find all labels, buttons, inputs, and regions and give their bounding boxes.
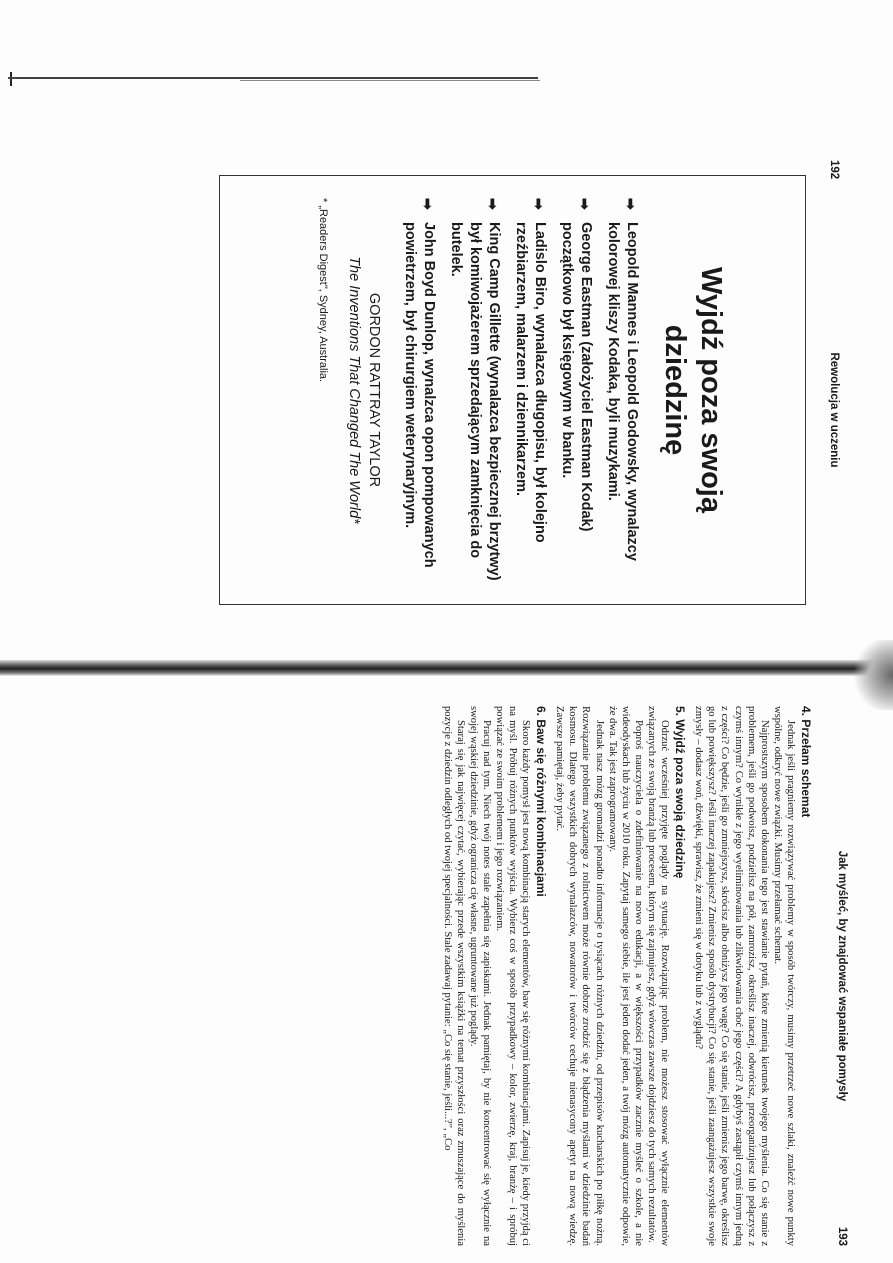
paragraph: Jednak jeśli pragniemy rozwiązywać problemy w sposób twórczy, musimy przetrzeć nowe szlaki, znaleźć nowe punkty wspólne, odkryć nowe związki. Musimy przełamać schemat. [771, 706, 796, 1246]
box-title: Wyjdź poza swoją dziedzinę [659, 266, 727, 513]
list-item [446, 198, 503, 590]
running-head-title: Jak myśleć, by znajdować wspaniałe pomysły [836, 850, 848, 1102]
arrow-bullet-icon: ➡ [577, 198, 593, 210]
paragraph: Staraj się jak najwięcej czytać, wybierając przede wszystkim książki na temat przyszłości oraz zmuszające do myślenia pozycje z dziedzin odległych od twojej specjalności. Stale zadawaj pytanie: „Co się stanie, jeśli...?", „Co [441, 706, 466, 1246]
body-text [440, 706, 818, 1246]
page-193 [63, 706, 848, 1246]
book-title: The Inventions That Changed The World* [346, 256, 362, 524]
book-spine-corner [853, 640, 893, 710]
scan-tick-mark [10, 72, 12, 86]
section-heading: 6. Baw się różnymi kombinacjami [534, 706, 549, 897]
section-heading: 4. Przełam schemat [799, 706, 813, 818]
list-item-text: King Camp Gillette (wynalazca bezpiecznej brzytwy) był komiwojażerem sprzedającym zamknięcia do butelek. [448, 222, 502, 581]
arrow-bullet-icon: ➡ [420, 198, 436, 210]
inventor-list [400, 198, 641, 590]
page-number: 193 [836, 1226, 848, 1246]
list-item-text: Ladislo Biro, wynalazca długopisu, był kolejno rzeźbiarzem, malarzem i dziennikarzem. [513, 222, 548, 543]
paragraph: Skoro każdy pomysł jest nową kombinacją starych elementów, baw się różnymi kombinacjami. Zapisuj je, kiedy przyjdą ci na myśl. Próbuj różnych punktów wyjścia. Wybierz coś w sposób przypadkowy – kolor, zwierzę, kraj, branżę – i spróbuj powiązać ze swoim problemem i jego rozwiązaniem. [493, 706, 532, 1246]
author-name: GORDON RATTRAY TAYLOR [366, 292, 382, 488]
list-item [603, 198, 641, 590]
running-head-title: Rewolucja w uczeniu [828, 352, 840, 468]
book-spine-shadow [0, 660, 893, 676]
page-192 [160, 160, 840, 660]
scan-top-rule [8, 77, 538, 79]
arrow-bullet-icon: ➡ [485, 198, 501, 210]
list-item-text: John Boyd Dunlop, wynalzca opon pompowanych powietrzem, był chirurgiem weterynaryjnym. [402, 222, 437, 568]
paragraph: Pracuj nad tym. Niech twój notes stale zapełnia się zapiskami. Jednak pamiętaj, by nie koncentrować się wyłącznie na swojej wąskiej dziedzinie, gdyż ogranicza cię własne, ugruntowane już poglądy. [467, 706, 492, 1246]
footnote: * „Readers Digest", Sydney, Australia. [317, 198, 329, 383]
paragraph: Najprostszym sposobem dokonania tego jest stawianie pytań, które zmienią kierunek twojego myślenia. Co się stanie z problemem, jeśli go podwoisz, podzielisz na pół, zamrozisz, określisz inaczej, odwrócisz, przeorganizujesz lub połączysz z czymś innym? Co wynikłe z jego wyeliminowania lub zlikwidowania choć jego części? A gdybyś zastąpił czymś innym jedną z części? Co będzie, jeśli go zmniejszysz, skrócisz albo obniżysz jego wagę? Co się stanie, jeśli zmienisz jego barwę, określisz go lub powiększysz? Jeśli inaczej zapakujesz? Zmienisz sposób dystrybucji? Co się stanie, jeśli zaangażujesz wszystkie swoje zmysły – dodasz woń, dźwięki, sprawisz, że zmieni się w dotyku lub z wyglądu? [693, 706, 770, 1246]
scan-top-rule-shadow [240, 80, 540, 81]
list-item [511, 198, 549, 590]
attribution [344, 176, 384, 604]
list-item [400, 198, 438, 590]
list-item-text: Leopold Mannes i Leopold Godowsky, wynalazcy kolorowej kliszy Kodaka, byli muzykami. [605, 222, 640, 561]
paragraph: Jednak nasz mózg gromadzi ponadto informacje o tysiącach różnych dziedzin, od przepisów kucharskich po piłkę nożną. Rozwiązanie problemu związanego z rolnictwem może równie dobrze zrodzić się z błądzenia myślami w dziedzinie badań kosmosu. Dlatego wszystkich dobrych wynalazców, nowatorów i twórców cechuje nienasycony apetyt na nową wiedzę. Zawsze pamiętaj, żeby pytać. [554, 706, 605, 1246]
running-head-192 [822, 160, 840, 660]
page-number: 192 [828, 160, 840, 180]
paragraph: Poproś nauczyciela o zdefiniowanie na nowo edukacji, a w większości przypadków zacznie myśleć o szkole, a nie wideodyskach lub życiu w 2010 roku. Zapytaj samego siebie, ile jest jeden dodać jeden, a twój mózg automatycznie odpowie, że dwa. Tak jest zaprogramowany. [606, 706, 644, 1246]
arrow-bullet-icon: ➡ [623, 198, 639, 210]
list-item-text: George Eastman (założyciel Eastman Kodak) początkowo był księgowym w banku. [559, 222, 594, 532]
paragraph: Odrzuć wcześniej przyjęte poglądy na sytuację. Rozwiązując problem, nie możesz stosować wyłącznie elementów związanych ze swoją branżą lub procesem, którym się zajmujesz, gdyż wówczas zawsze dojdziesz do tych samych rezultatów. [645, 706, 671, 1246]
list-item [557, 198, 595, 590]
sidebar-box [219, 175, 806, 605]
arrow-bullet-icon: ➡ [531, 198, 547, 210]
running-head-193 [830, 706, 848, 1246]
section-heading: 5. Wyjdź poza swoją dziedzinę [673, 706, 688, 879]
